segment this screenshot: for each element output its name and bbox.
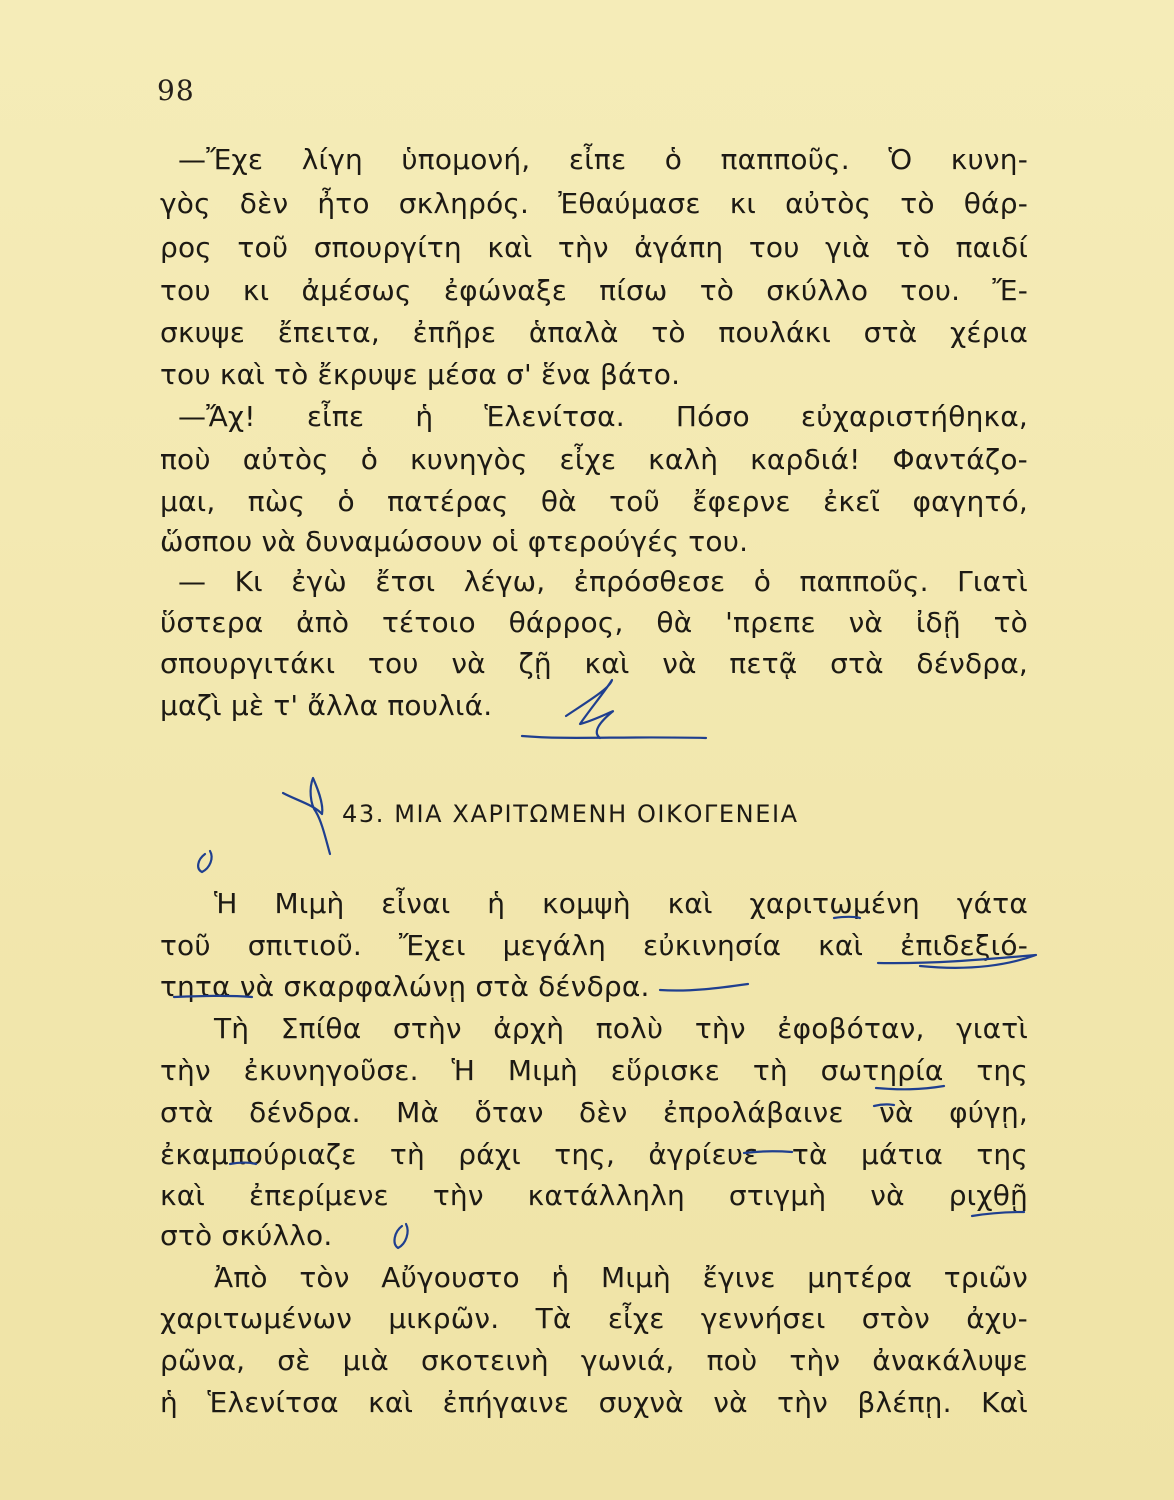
text-line: του κι ἀμέσως ἐφώναξε πίσω τὸ σκύλλο του. Ἔ- (160, 274, 1028, 307)
text-line: — Κι ἐγὼ ἔτσι λέγω, ἐπρόσθεσε ὁ παπποῦς. Γιατὶ (178, 565, 1028, 598)
text-line: Ἀπὸ τὸν Αὔγουστο ἡ Μιμὴ ἔγινε μητέρα τριῶν (214, 1261, 1028, 1294)
text-line: ποὺ αὐτὸς ὁ κυνηγὸς εἶχε καλὴ καρδιά! Φαντάζο- (160, 443, 1028, 476)
text-line: μαι, πὼς ὁ πατέρας θὰ τοῦ ἔφερνε ἐκεῖ φαγητό, (160, 485, 1028, 518)
text-line: μαζὶ μὲ τ' ἄλλα πουλιά. (160, 689, 493, 722)
text-line: χαριτωμένων μικρῶν. Τὰ εἶχε γεννήσει στὸν ἀχυ- (160, 1302, 1028, 1335)
text-line: στὸ σκύλλο. (160, 1219, 333, 1252)
page-number: 98 (157, 74, 195, 107)
text-line: τὴν ἐκυνηγοῦσε. Ἡ Μιμὴ εὕρισκε τὴ σωτηρία της (160, 1054, 1028, 1087)
pen-circle-mark (198, 851, 211, 872)
text-line: Τὴ Σπίθα στὴν ἀρχὴ πολὺ τὴν ἐφοβόταν, γιατὶ (214, 1012, 1028, 1045)
text-line: ρος τοῦ σπουργίτη καὶ τὴν ἀγάπη του γιὰ τὸ παιδί (160, 231, 1028, 264)
text-line: —Ἔχε λίγη ὑπομονή, εἶπε ὁ παπποῦς. Ὁ κυνη- (178, 143, 1028, 176)
text-line: τητα νὰ σκαρφαλώνῃ στὰ δένδρα. (160, 970, 650, 1003)
text-line: ἡ Ἑλενίτσα καὶ ἐπήγαινε συχνὰ νὰ τὴν βλέπῃ. Καὶ (160, 1386, 1028, 1419)
text-line: γὸς δὲν ἦτο σκληρός. Ἐθαύμασε κι αὐτὸς τὸ θάρ- (160, 187, 1028, 220)
text-line: καὶ ἐπερίμενε τὴν κατάλληλη στιγμὴ νὰ ριχθῇ (160, 1179, 1028, 1212)
text-line: ὕστερα ἀπὸ τέτοιο θάρρος, θὰ 'πρεπε νὰ ἰδῇ τὸ (160, 606, 1028, 639)
text-line: σπουργιτάκι του νὰ ζῇ καὶ νὰ πετᾷ στὰ δένδρα, (160, 647, 1028, 680)
text-line: Ἡ Μιμὴ εἶναι ἡ κομψὴ καὶ χαριτωμένη γάτα (214, 887, 1028, 920)
text-line: του καὶ τὸ ἔκρυψε μέσα σ' ἕνα βάτο. (160, 358, 681, 391)
pen-underline-end-42 (522, 736, 706, 738)
text-line: ὥσπου νὰ δυναμώσουν οἱ φτερούγές του. (160, 525, 749, 558)
text-line: σκυψε ἔπειτα, ἐπῆρε ἁπαλὰ τὸ πουλάκι στὰ χέρια (160, 316, 1028, 349)
text-line: στὰ δένδρα. Μὰ ὅταν δὲν ἐπρολάβαινε νὰ φύγῃ, (160, 1096, 1028, 1129)
pen-mark-heading (283, 778, 330, 854)
text-line: —Ἄχ! εἶπε ἡ Ἑλενίτσα. Πόσο εὐχαριστήθηκα, (178, 400, 1028, 433)
text-line: ρῶνα, σὲ μιὰ σκοτεινὴ γωνιά, ποὺ τὴν ἀνακάλυψε (160, 1344, 1028, 1377)
text-line: τοῦ σπιτιοῦ. Ἔχει μεγάλη εὐκινησία καὶ ἐπιδεξιό- (160, 929, 1028, 962)
section-heading: 43. ΜΙΑ ΧΑΡΙΤΩΜΕΝΗ ΟΙΚΟΓΕΝΕΙΑ (342, 800, 799, 828)
text-line: ἐκαμπούριαζε τὴ ράχι της, ἀγρίευε τὰ μάτια της (160, 1138, 1028, 1171)
